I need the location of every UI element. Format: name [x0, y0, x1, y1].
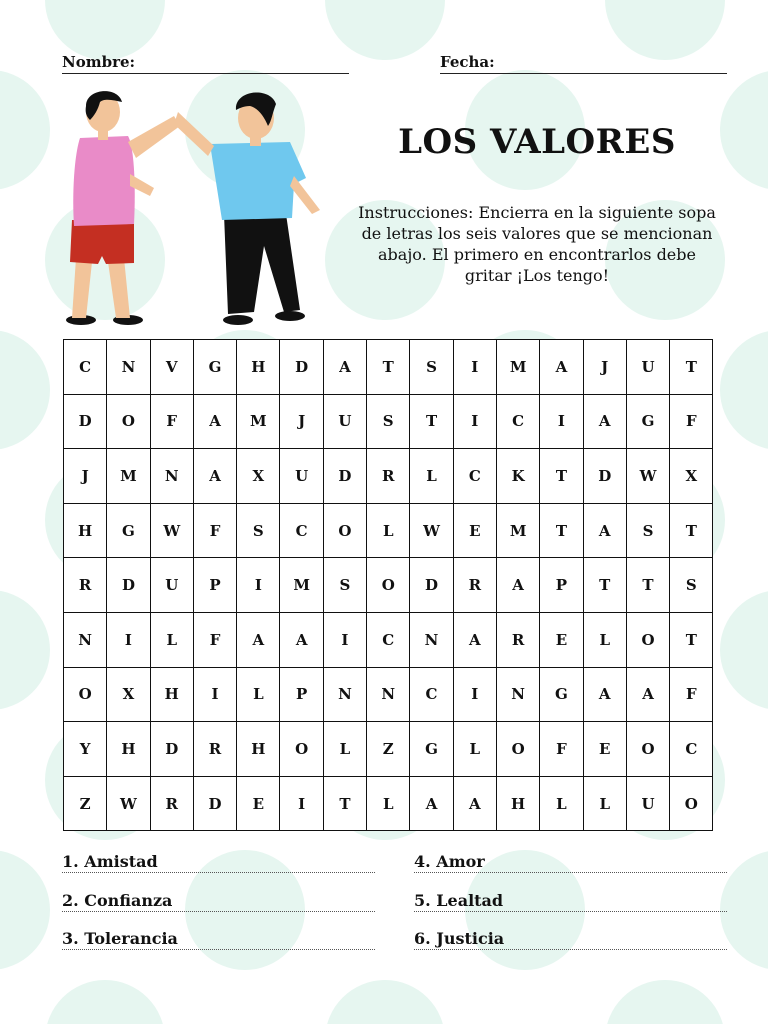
grid-cell[interactable]: I [323, 612, 366, 667]
grid-cell[interactable]: O [626, 612, 669, 667]
grid-cell[interactable]: N [323, 667, 366, 722]
grid-cell[interactable]: O [626, 722, 669, 777]
grid-cell[interactable]: H [237, 340, 280, 395]
grid-cell[interactable]: L [410, 449, 453, 504]
grid-row [64, 722, 713, 777]
grid-cell[interactable]: N [367, 667, 410, 722]
grid-row [64, 612, 713, 667]
grid-cell[interactable]: I [453, 667, 496, 722]
grid-cell[interactable]: P [193, 558, 236, 613]
grid-cell[interactable]: U [280, 449, 323, 504]
grid-cell[interactable]: A [193, 394, 236, 449]
background-dot [720, 70, 768, 190]
grid-cell[interactable]: X [237, 449, 280, 504]
grid-cell[interactable]: C [64, 340, 107, 395]
grid-cell[interactable]: O [64, 667, 107, 722]
date-label: Fecha: [440, 53, 495, 71]
grid-cell[interactable]: L [150, 612, 193, 667]
grid-cell[interactable]: A [626, 667, 669, 722]
grid-cell[interactable]: O [323, 503, 366, 558]
background-dot [720, 330, 768, 450]
word-item-3[interactable] [62, 927, 375, 950]
grid-cell[interactable]: D [280, 340, 323, 395]
grid-cell[interactable]: X [670, 449, 713, 504]
grid-cell[interactable]: O [670, 776, 713, 831]
grid-cell[interactable]: D [323, 449, 366, 504]
grid-cell[interactable]: I [193, 667, 236, 722]
grid-cell[interactable]: R [193, 722, 236, 777]
grid-cell[interactable]: R [64, 558, 107, 613]
grid-cell[interactable]: N [410, 612, 453, 667]
word-search-grid [63, 339, 713, 831]
grid-cell[interactable]: P [280, 667, 323, 722]
grid-cell[interactable]: F [193, 612, 236, 667]
grid-cell[interactable]: D [410, 558, 453, 613]
grid-cell[interactable]: T [323, 776, 366, 831]
grid-cell[interactable]: R [496, 612, 539, 667]
grid-cell[interactable]: S [670, 558, 713, 613]
grid-cell[interactable]: A [583, 394, 626, 449]
grid-cell[interactable]: W [150, 503, 193, 558]
name-label: Nombre: [62, 53, 136, 71]
grid-cell[interactable]: H [64, 503, 107, 558]
grid-cell[interactable]: F [150, 394, 193, 449]
grid-cell[interactable]: L [367, 776, 410, 831]
grid-cell[interactable]: U [626, 776, 669, 831]
kids-high-five-illustration [58, 86, 328, 331]
grid-cell[interactable]: A [410, 776, 453, 831]
grid-cell[interactable]: I [237, 558, 280, 613]
grid-cell[interactable]: S [237, 503, 280, 558]
word-item-2[interactable] [62, 889, 375, 912]
grid-cell[interactable]: T [583, 558, 626, 613]
word-item-1[interactable] [62, 850, 375, 873]
grid-cell[interactable]: D [150, 722, 193, 777]
grid-row [64, 449, 713, 504]
grid-cell[interactable]: F [670, 667, 713, 722]
grid-cell[interactable]: G [107, 503, 150, 558]
grid-cell[interactable]: P [540, 558, 583, 613]
grid-cell[interactable]: X [107, 667, 150, 722]
grid-cell[interactable]: G [193, 340, 236, 395]
grid-cell[interactable]: N [496, 667, 539, 722]
word-label: 6. Justicia [414, 929, 505, 948]
word-item-5[interactable] [414, 889, 727, 912]
grid-cell[interactable]: U [150, 558, 193, 613]
grid-cell[interactable]: A [237, 612, 280, 667]
grid-cell[interactable]: A [496, 558, 539, 613]
grid-cell[interactable]: G [540, 667, 583, 722]
grid-cell[interactable]: H [496, 776, 539, 831]
grid-cell[interactable]: O [280, 722, 323, 777]
grid-cell[interactable]: T [367, 340, 410, 395]
grid-cell[interactable]: O [496, 722, 539, 777]
grid-cell[interactable]: A [453, 612, 496, 667]
grid-row [64, 558, 713, 613]
grid-cell[interactable]: M [107, 449, 150, 504]
grid-cell[interactable]: M [237, 394, 280, 449]
grid-cell[interactable]: S [626, 503, 669, 558]
grid-cell[interactable]: N [150, 449, 193, 504]
grid-cell[interactable]: T [670, 503, 713, 558]
date-field[interactable] [440, 53, 727, 74]
grid-cell[interactable]: U [323, 394, 366, 449]
grid-cell[interactable]: A [540, 340, 583, 395]
grid-cell[interactable]: W [107, 776, 150, 831]
grid-cell[interactable]: T [410, 394, 453, 449]
background-dot [720, 850, 768, 970]
grid-cell[interactable]: L [237, 667, 280, 722]
background-dot [0, 330, 50, 450]
grid-cell[interactable]: L [367, 503, 410, 558]
grid-cell[interactable]: D [107, 558, 150, 613]
grid-cell[interactable]: V [150, 340, 193, 395]
grid-cell[interactable]: E [453, 503, 496, 558]
background-dot [0, 70, 50, 190]
grid-cell[interactable]: E [237, 776, 280, 831]
grid-cell[interactable]: I [107, 612, 150, 667]
grid-cell[interactable]: O [367, 558, 410, 613]
grid-cell[interactable]: A [583, 503, 626, 558]
grid-cell[interactable]: S [367, 394, 410, 449]
boy-figure [174, 93, 320, 325]
grid-cell[interactable]: D [64, 394, 107, 449]
grid-cell[interactable]: Y [64, 722, 107, 777]
grid-cell[interactable]: A [583, 667, 626, 722]
grid-cell[interactable]: S [323, 558, 366, 613]
grid-cell[interactable]: Z [367, 722, 410, 777]
grid-cell[interactable]: A [453, 776, 496, 831]
grid-cell[interactable]: J [583, 340, 626, 395]
grid-cell[interactable]: C [367, 612, 410, 667]
word-item-4[interactable] [414, 850, 727, 873]
grid-row [64, 394, 713, 449]
grid-cell[interactable]: R [367, 449, 410, 504]
grid-cell[interactable]: Z [64, 776, 107, 831]
grid-cell[interactable]: L [453, 722, 496, 777]
grid-cell[interactable]: M [496, 340, 539, 395]
grid-row [64, 776, 713, 831]
background-dot [0, 590, 50, 710]
background-dot [0, 850, 50, 970]
grid-cell[interactable]: L [323, 722, 366, 777]
grid-cell[interactable]: K [496, 449, 539, 504]
grid-cell[interactable]: I [453, 394, 496, 449]
grid-cell[interactable]: T [540, 449, 583, 504]
grid-cell[interactable]: M [280, 558, 323, 613]
grid-row [64, 667, 713, 722]
instructions-text: Instrucciones: Encierra en la siguiente sopa de letras los seis valores que se mencionan abajo. El primero en encontrarlos debe gritar ¡Los tengo! [358, 203, 716, 285]
grid-cell[interactable]: O [107, 394, 150, 449]
word-label: 5. Lealtad [414, 891, 504, 910]
grid-cell[interactable]: A [323, 340, 366, 395]
grid-cell[interactable]: E [540, 612, 583, 667]
grid-cell[interactable]: F [193, 503, 236, 558]
word-label: 3. Tolerancia [62, 929, 178, 948]
grid-cell[interactable]: N [107, 340, 150, 395]
grid-cell[interactable]: C [410, 667, 453, 722]
grid-cell[interactable]: W [626, 449, 669, 504]
grid-cell[interactable]: I [280, 776, 323, 831]
page-title: LOS VALORES [398, 122, 676, 162]
grid-cell[interactable]: R [453, 558, 496, 613]
grid-cell[interactable]: F [670, 394, 713, 449]
word-item-6[interactable] [414, 927, 727, 950]
background-dot [45, 980, 165, 1024]
background-dot [325, 0, 445, 60]
grid-cell[interactable]: G [410, 722, 453, 777]
grid-cell[interactable]: A [193, 449, 236, 504]
grid-cell[interactable]: C [670, 722, 713, 777]
grid-cell[interactable]: T [540, 503, 583, 558]
background-dot [45, 0, 165, 60]
grid-row [64, 503, 713, 558]
girl-figure [66, 91, 180, 325]
grid-cell[interactable]: H [237, 722, 280, 777]
grid-cell[interactable]: T [670, 612, 713, 667]
grid-cell[interactable]: N [64, 612, 107, 667]
grid-cell[interactable]: T [670, 340, 713, 395]
word-label: 2. Confianza [62, 891, 173, 910]
name-field[interactable] [62, 53, 349, 74]
grid-cell[interactable]: A [280, 612, 323, 667]
word-label: 1. Amistad [62, 852, 158, 871]
grid-cell[interactable]: H [150, 667, 193, 722]
grid-cell[interactable]: S [410, 340, 453, 395]
grid-cell[interactable]: U [626, 340, 669, 395]
grid-cell[interactable]: J [280, 394, 323, 449]
grid-cell[interactable]: C [280, 503, 323, 558]
grid-cell[interactable]: R [150, 776, 193, 831]
grid-cell[interactable]: L [583, 612, 626, 667]
word-label: 4. Amor [414, 852, 485, 871]
grid-cell[interactable]: I [540, 394, 583, 449]
grid-cell[interactable]: F [540, 722, 583, 777]
grid-cell[interactable]: L [583, 776, 626, 831]
grid-cell[interactable]: D [583, 449, 626, 504]
background-dot [605, 980, 725, 1024]
grid-cell[interactable]: L [540, 776, 583, 831]
grid-cell[interactable]: G [626, 394, 669, 449]
grid-cell[interactable]: J [64, 449, 107, 504]
grid-cell[interactable]: D [193, 776, 236, 831]
background-dot [325, 980, 445, 1024]
grid-cell[interactable]: I [453, 340, 496, 395]
grid-cell[interactable]: H [107, 722, 150, 777]
grid-cell[interactable]: C [496, 394, 539, 449]
background-dot [605, 0, 725, 60]
background-dot [720, 590, 768, 710]
grid-cell[interactable]: E [583, 722, 626, 777]
grid-cell[interactable]: T [626, 558, 669, 613]
grid-cell[interactable]: C [453, 449, 496, 504]
grid-cell[interactable]: M [496, 503, 539, 558]
grid-row [64, 340, 713, 395]
grid-cell[interactable]: W [410, 503, 453, 558]
